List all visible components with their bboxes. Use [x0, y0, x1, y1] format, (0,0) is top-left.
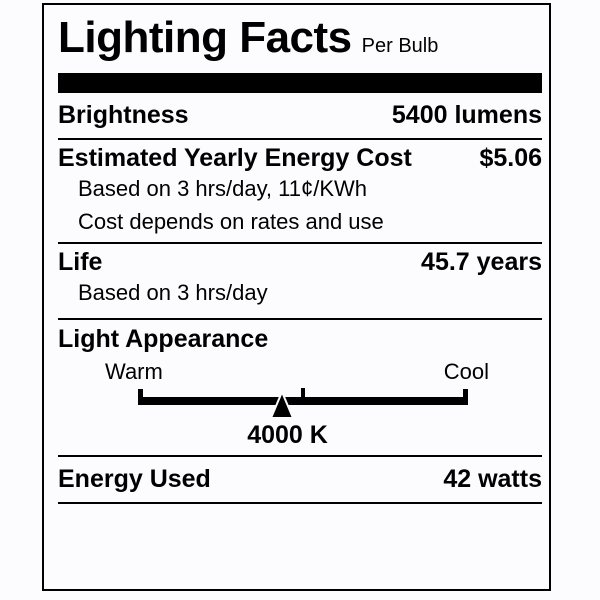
light-appearance-section [58, 320, 542, 457]
energy-cost-label: Estimated Yearly Energy Cost [58, 144, 412, 172]
life-heading-row [58, 248, 542, 276]
brightness-row [58, 93, 542, 140]
energy-cost-note-basis: Based on 3 hrs/day, 11¢/KWh [78, 176, 368, 201]
brightness-label: Brightness [58, 101, 189, 129]
lighting-facts-label [42, 3, 551, 591]
energy-cost-section [58, 140, 542, 244]
title-row [58, 5, 542, 62]
energy-used-row [58, 457, 542, 504]
scale-middle-tick [301, 388, 305, 405]
cool-label: Cool [443, 359, 489, 384]
energy-used-value: 42 watts [443, 465, 542, 493]
scale-left-end-cap [138, 389, 143, 405]
color-temperature-scale [58, 385, 543, 419]
life-note-basis: Based on 3 hrs/day [78, 280, 268, 305]
energy-cost-note-disclaimer: Cost depends on rates and use [78, 209, 384, 234]
warm-label: Warm [105, 359, 163, 384]
life-label: Life [58, 248, 103, 276]
scale-right-end-cap [463, 389, 468, 405]
color-temperature-value: 4000 K [247, 421, 328, 449]
light-appearance-label: Light Appearance [58, 325, 269, 353]
brightness-value: 5400 lumens [391, 101, 542, 129]
energy-used-label: Energy Used [58, 465, 211, 493]
label-subtitle: Per Bulb [361, 35, 439, 57]
energy-cost-value: $5.06 [479, 144, 542, 172]
warm-cool-row [58, 361, 542, 383]
light-appearance-heading-row [58, 324, 542, 354]
header-separator-bar [58, 73, 542, 93]
life-value: 45.7 years [421, 248, 542, 276]
energy-cost-heading-row [58, 144, 542, 172]
life-section [58, 244, 542, 320]
label-title: Lighting Facts [58, 13, 352, 62]
